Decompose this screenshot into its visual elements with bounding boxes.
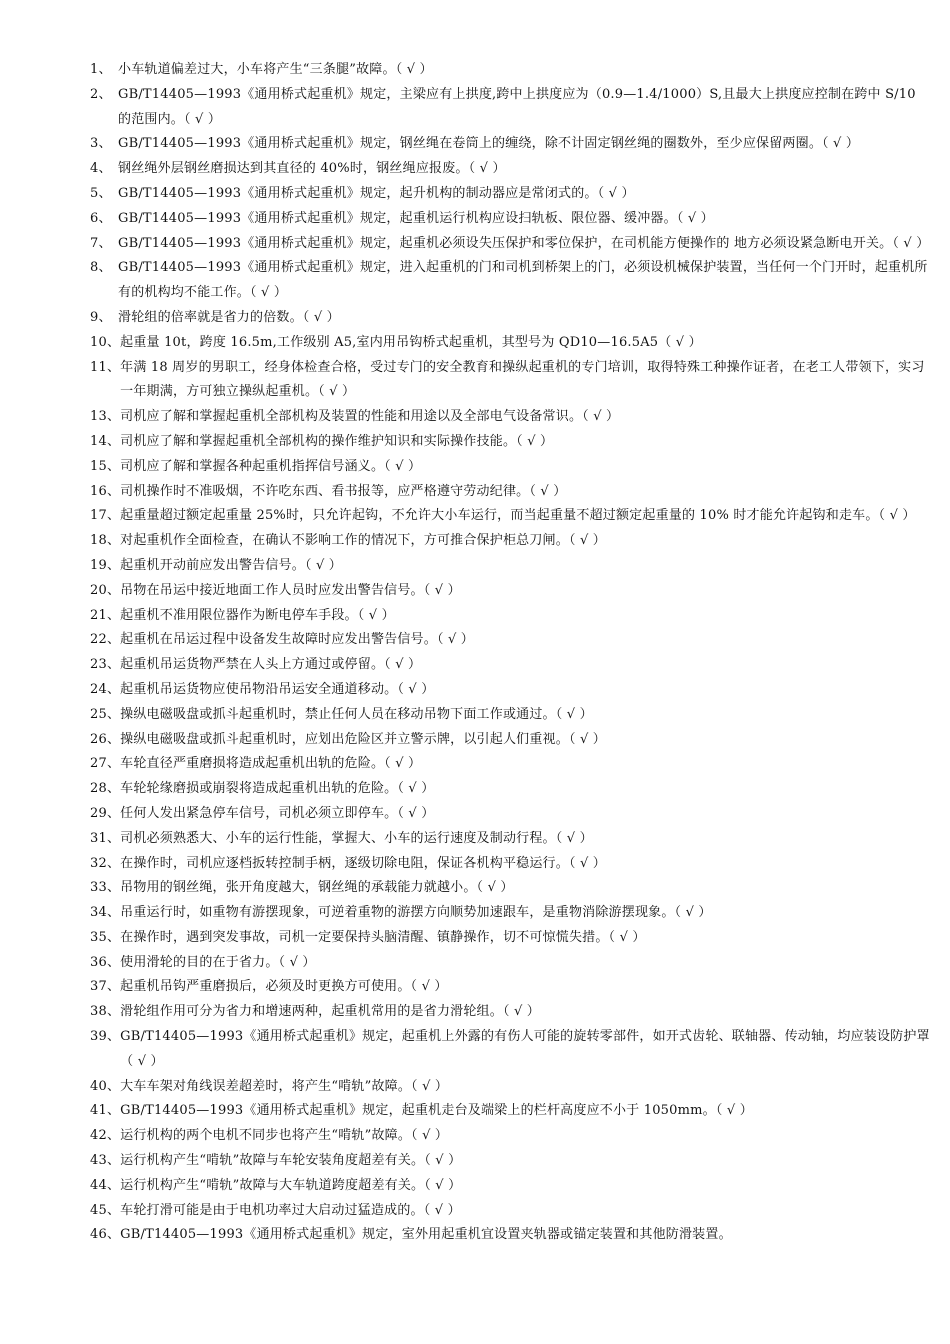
item-text: 起重机不准用限位器作为断电停车手段。（ √ ） [120,607,395,623]
item-text: 操纵电磁吸盘或抓斗起重机时，禁止任何人员在移动吊物下面工作或通过。（ √ ） [120,706,593,722]
item-number: 15、 [90,458,121,474]
list-item [90,455,932,480]
list-item [90,1124,932,1149]
item-text: GB/T14405—1993《通用桥式起重机》规定，起重机运行机构应设扫轨板、限位器、缓冲器。（ √ ） [118,210,714,226]
list-item [90,1025,932,1075]
item-text: GB/T14405—1993《通用桥式起重机》规定，起重机走台及端梁上的栏杆高度应不小于 1050mm。（ √ ） [120,1103,753,1119]
item-text: 车轮打滑可能是由于电机功率过大启动过猛造成的。（ √ ） [120,1202,461,1218]
item-number: 11、 [90,359,121,375]
item-number: 35、 [90,929,121,945]
item-number: 13、 [90,409,121,425]
item-number: 26、 [90,731,121,747]
item-number: 20、 [90,582,121,598]
question-list [90,58,932,1248]
list-item [90,827,932,852]
item-number: 39、 [90,1029,121,1045]
list-item [90,1174,932,1199]
item-text: 大车车架对角线误差超差时，将产生“啃轨”故障。（ √ ） [120,1078,449,1094]
item-number: 5、 [90,185,112,201]
item-number: 44、 [90,1177,121,1193]
item-text: GB/T14405—1993《通用桥式起重机》规定，主梁应有上拱度,跨中上拱度应为（0.9—1.4/1000）S,且最大上拱度应控制在跨中 S/10 的范围内。（ √ ） [118,86,916,127]
item-text: 操纵电磁吸盘或抓斗起重机时，应划出危险区并立警示牌，以引起人们重视。（ √ ） [120,731,607,747]
item-number: 23、 [90,657,121,673]
item-text: 使用滑轮的目的在于省力。（ √ ） [120,954,316,970]
list-item [90,232,932,257]
list-item [90,901,932,926]
list-item [90,1199,932,1224]
list-item [90,356,932,406]
item-number: 16、 [90,483,121,499]
list-item [90,405,932,430]
item-number: 25、 [90,706,121,722]
item-text: GB/T14405—1993《通用桥式起重机》规定，室外用起重机宜设置夹轨器或锚定装置和其他防滑装置。 [120,1227,732,1243]
list-item [90,579,932,604]
item-text: GB/T14405—1993《通用桥式起重机》规定，起重机必须设失压保护和零位保护，在司机能方便操作的 地方必须设紧急断电开关。（ √ ） [118,235,930,251]
list-item [90,504,932,529]
item-text: 起重机吊运货物应使吊物沿吊运安全通道移动。（ √ ） [120,681,435,697]
item-text: 对起重机作全面检查，在确认不影响工作的情况下，方可推合保护柜总刀闸。（ √ ） [120,533,607,549]
item-text: 起重量超过额定起重量 25%时，只允许起钩，不允许大小车运行，而当起重量不超过额定起重量的 10% 时才能允许起钩和走车。（ √ ） [120,508,916,524]
item-number: 46、 [90,1227,121,1243]
item-number: 38、 [90,1004,121,1020]
item-number: 28、 [90,781,121,797]
item-text: GB/T14405—1993《通用桥式起重机》规定，起升机构的制动器应是常闭式的。（ √ ） [118,185,635,201]
list-item [90,728,932,753]
item-text: 起重量 10t，跨度 16.5m,工作级别 A5,室内用吊钩桥式起重机，其型号为 QD10—16.5A5（ √ ） [120,334,702,350]
item-number: 10、 [90,334,121,350]
list-item [90,306,932,331]
list-item [90,653,932,678]
item-text: 任何人发出紧急停车信号，司机必须立即停车。（ √ ） [120,805,435,821]
item-text: 运行机构的两个电机不同步也将产生“啃轨”故障。（ √ ） [120,1128,449,1144]
list-item [90,1223,932,1248]
list-item [90,752,932,777]
item-number: 19、 [90,557,121,573]
item-number: 41、 [90,1103,121,1119]
list-item [90,1075,932,1100]
list-item [90,926,932,951]
list-item [90,703,932,728]
item-number: 29、 [90,805,121,821]
item-number: 2、 [90,86,112,102]
list-item [90,628,932,653]
list-item [90,256,932,306]
list-item [90,182,932,207]
list-item [90,678,932,703]
item-text: 滑轮组的倍率就是省力的倍数。（ √ ） [118,309,340,325]
item-text: GB/T14405—1993《通用桥式起重机》规定，起重机上外露的有伤人可能的旋转零部件，如开式齿轮、联轴器、传动轴，均应装设防护罩（ √ ） [120,1029,930,1069]
item-number: 22、 [90,632,121,648]
item-text: 起重机吊运货物严禁在人头上方通过或停留。（ √ ） [120,657,422,673]
list-item [90,480,932,505]
item-number: 45、 [90,1202,121,1218]
item-text: GB/T14405—1993《通用桥式起重机》规定，进入起重机的门和司机到桥架上的门，必须设机械保护装置，当任何一个门开时，起重机所有的机构均不能工作。（ √ ） [118,260,928,301]
item-number: 27、 [90,756,121,772]
list-item [90,529,932,554]
item-number: 24、 [90,681,121,697]
item-text: 小车轨道偏差过大，小车将产生“三条腿”故障。（ √ ） [118,62,433,77]
list-item [90,1149,932,1174]
list-item [90,207,932,232]
item-text: 年满 18 周岁的男职工，经身体检查合格，受过专门的安全教育和操纵起重机的专门培训，取得特殊工种操作证者，在老工人带领下，实习一年期满，方可独立操纵起重机。（ √ ） [120,359,925,400]
item-number: 14、 [90,433,121,449]
item-number: 9、 [90,309,112,325]
list-item [90,554,932,579]
list-item [90,430,932,455]
item-number: 7、 [90,235,112,251]
item-text: 司机应了解和掌握起重机全部机构及装置的性能和用途以及全部电气设备常识。（ √ ） [120,409,620,425]
item-number: 31、 [90,830,121,846]
item-text: 钢丝绳外层钢丝磨损达到其直径的 40%时，钢丝绳应报废。（ √ ） [118,161,506,177]
list-item [90,777,932,802]
list-item [90,802,932,827]
list-item [90,83,932,133]
item-text: 起重机吊钩严重磨损后，必须及时更换方可使用。（ √ ） [120,979,448,995]
item-text: GB/T14405—1993《通用桥式起重机》规定，钢丝绳在卷筒上的缠绕，除不计固定钢丝绳的圈数外，至少应保留两圈。（ √ ） [118,136,860,152]
list-item [90,1000,932,1025]
item-number: 18、 [90,533,121,549]
item-number: 33、 [90,880,121,896]
item-text: 起重机开动前应发出警告信号。（ √ ） [120,557,343,573]
item-text: 司机必须熟悉大、小车的运行性能，掌握大、小车的运行速度及制动行程。（ √ ） [120,830,593,846]
list-item [90,331,932,356]
item-number: 4、 [90,161,112,177]
item-number: 21、 [90,607,121,623]
item-number: 3、 [90,136,112,152]
item-number: 17、 [90,508,121,524]
item-text: 滑轮组作用可分为省力和增速两种，起重机常用的是省力滑轮组。（ √ ） [120,1004,541,1020]
item-number: 8、 [90,260,112,276]
list-item [90,132,932,157]
list-item [90,157,932,182]
item-text: 司机操作时不准吸烟，不许吃东西、看书报等，应严格遵守劳动纪律。（ √ ） [120,483,567,499]
list-item [90,876,932,901]
list-item [90,852,932,877]
list-item [90,604,932,629]
list-item [90,975,932,1000]
item-text: 吊重运行时，如重物有游摆现象，可逆着重物的游摆方向顺势加速跟车，是重物消除游摆现象。（ √ ） [120,905,712,921]
list-item [90,58,932,83]
item-text: 吊物在吊运中接近地面工作人员时应发出警告信号。（ √ ） [120,582,461,598]
item-number: 34、 [90,905,121,921]
item-number: 43、 [90,1153,121,1169]
item-text: 司机应了解和掌握起重机全部机构的操作维护知识和实际操作技能。（ √ ） [120,433,554,449]
item-text: 车轮轮缘磨损或崩裂将造成起重机出轨的危险。（ √ ） [120,781,435,797]
item-number: 37、 [90,979,121,995]
item-text: 在操作时，遇到突发事故，司机一定要保持头脑清醒、镇静操作，切不可惊慌失措。（ √ ） [120,929,646,945]
item-text: 起重机在吊运过程中设备发生故障时应发出警告信号。（ √ ） [120,632,475,648]
item-number: 32、 [90,855,121,871]
item-number: 40、 [90,1078,121,1094]
item-text: 运行机构产生“啃轨”故障与大车轨道跨度超差有关。（ √ ） [120,1177,462,1193]
item-text: 运行机构产生“啃轨”故障与车轮安装角度超差有关。（ √ ） [120,1153,462,1169]
list-item [90,1099,932,1124]
item-text: 吊物用的钢丝绳，张开角度越大，钢丝绳的承载能力就越小。（ √ ） [120,880,514,896]
item-text: 在操作时，司机应逐档扳转控制手柄，逐级切除电阻，保证各机构平稳运行。（ √ ） [120,855,607,871]
item-text: 车轮直径严重磨损将造成起重机出轨的危险。（ √ ） [120,756,422,772]
item-number: 6、 [90,210,112,226]
item-number: 1、 [90,62,112,77]
item-text: 司机应了解和掌握各种起重机指挥信号涵义。（ √ ） [120,458,422,474]
item-number: 42、 [90,1128,121,1144]
item-number: 36、 [90,954,121,970]
list-item [90,951,932,976]
